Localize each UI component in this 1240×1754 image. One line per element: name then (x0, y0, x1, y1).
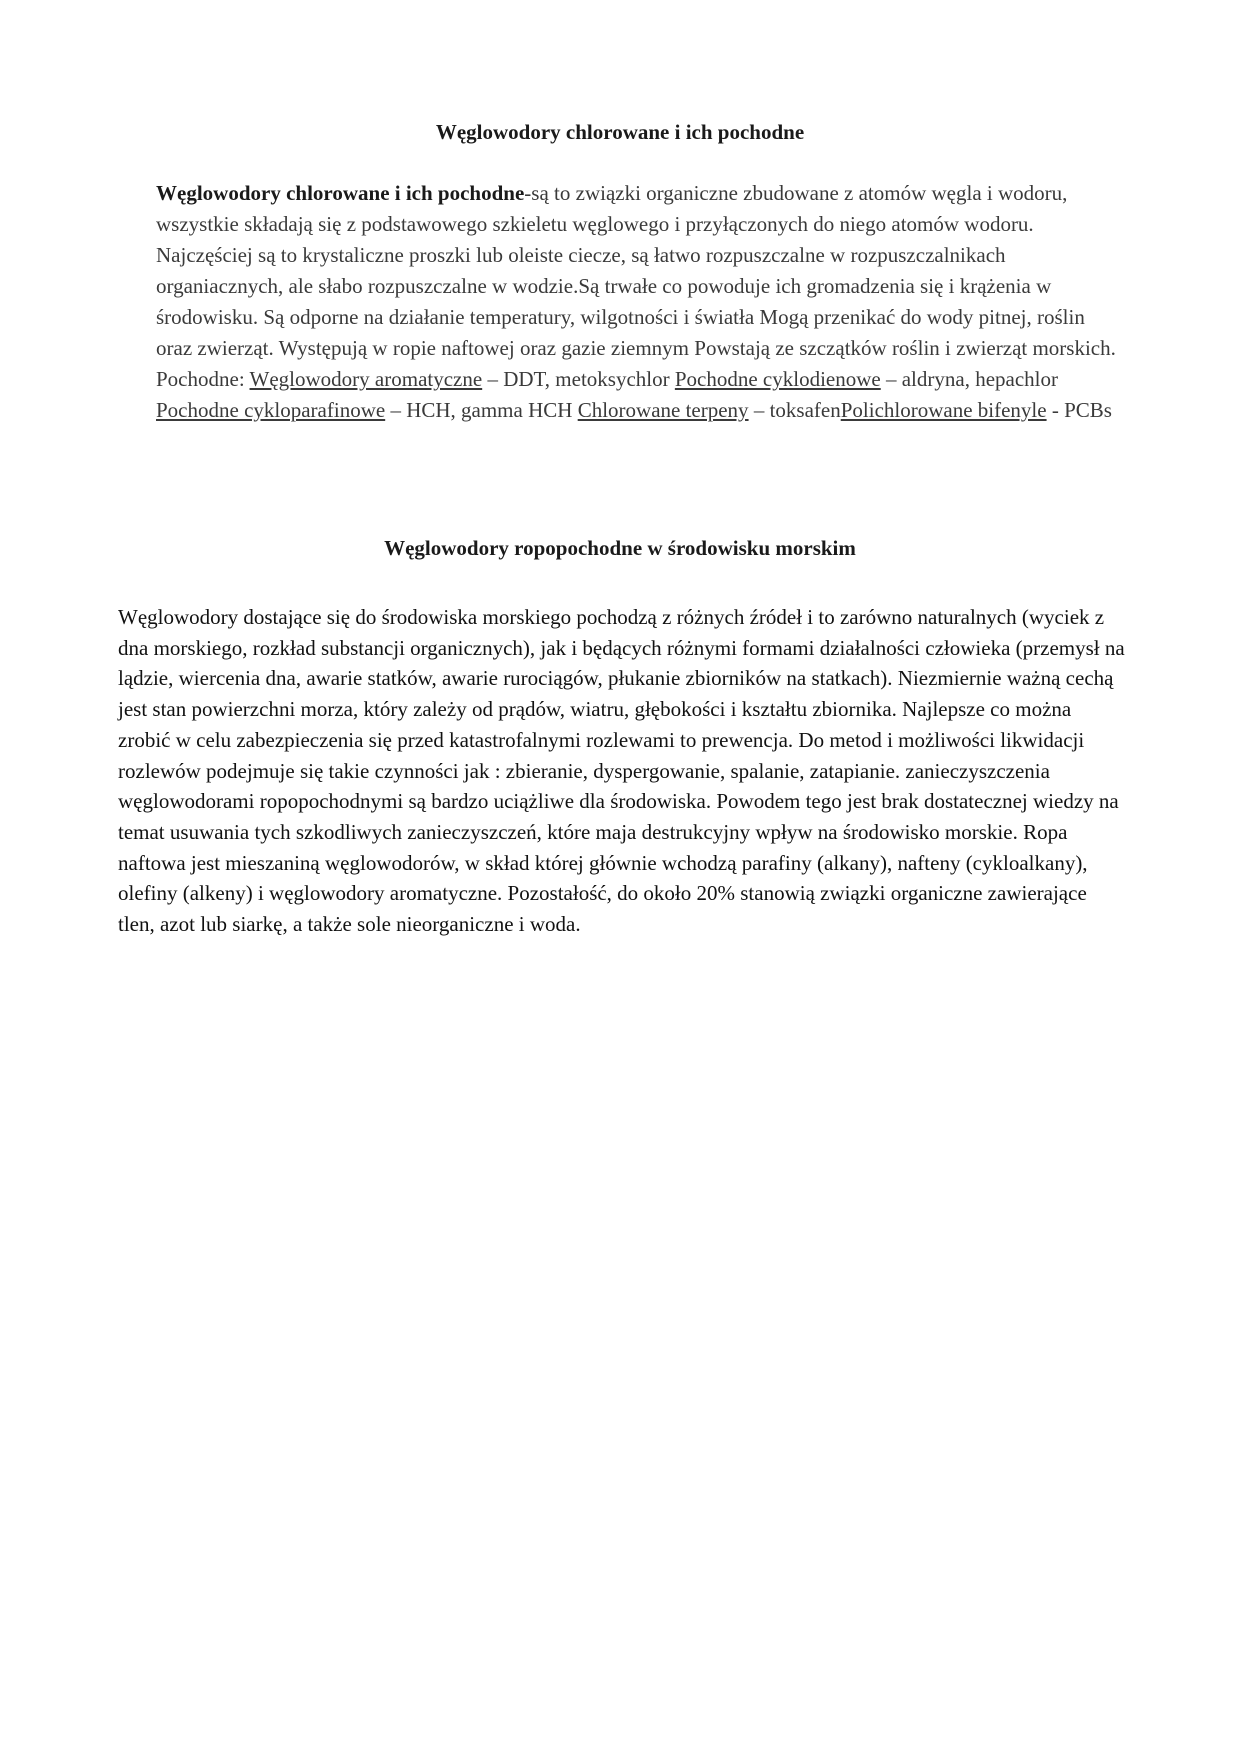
section1-body (156, 178, 1126, 426)
section2-paragraph: Węglowodory dostające się do środowiska morskiego pochodzą z różnych źródeł i to zarówno naturalnych (wyciek z dna morskiego, rozkład substancji organicznych), jak i będących różnymi formami działalności człowieka (przemysł na lądzie, wiercenia dna, awarie statków, awarie rurociągów, płukanie zbiorników na statkach). Niezmiernie ważną cechą jest stan powierzchni morza, który zależy od prądów, wiatru, głębokości i kształtu zbiornika. Najlepsze co można zrobić w celu zabezpieczenia się przed katastrofalnymi rozlewami to prewencja. Do metod i możliwości likwidacji rozlewów podejmuje się takie czynności jak : zbieranie, dyspergowanie, spalanie, zatapianie. zanieczyszczenia węglowodorami ropopochodnymi są bardzo uciążliwe dla środowiska. Powodem tego jest brak dostatecznej wiedzy na temat usuwania tych szkodliwych zanieczyszczeń, które maja destrukcyjny wpływ na środowisko morskie. Ropa naftowa jest mieszaniną węglowodorów, w skład której głównie wchodzą parafiny (alkany), nafteny (cykloalkany), olefiny (alkeny) i węglowodory aromatyczne. Pozostałość, do około 20% stanowią związki organiczne zawierające tlen, azot lub siarkę, a także sole nieorganiczne i woda. (118, 605, 1125, 937)
section1-lead-bold: Węglowodory chlorowane i ich pochodne (156, 181, 525, 205)
link-weglowodory-aromatyczne[interactable]: Węglowodory aromatyczne (249, 367, 483, 391)
link-polichlorowane-bifenyle[interactable]: Polichlorowane bifenyle (840, 398, 1047, 422)
derivatives-text-5: - PCBs (1046, 398, 1112, 422)
derivatives-text-1: – DDT, metoksychlor (482, 367, 675, 391)
link-chlorowane-terpeny[interactable]: Chlorowane terpeny (577, 398, 749, 422)
link-pochodne-cyklodienowe[interactable]: Pochodne cyklodienowe (674, 367, 881, 391)
section1-title: Węglowodory chlorowane i ich pochodne (435, 120, 805, 144)
derivatives-text-2: – aldryna, hepachlor (880, 367, 1058, 391)
link-pochodne-cykloparafinowe[interactable]: Pochodne cykloparafinowe (156, 398, 386, 422)
derivatives-text-4: – toksafen (748, 398, 841, 422)
section1-paragraph (156, 178, 1126, 364)
derivatives-text-3: – HCH, gamma HCH (385, 398, 578, 422)
derivatives-prefix: Pochodne: (156, 367, 250, 391)
derivatives-line (156, 364, 1126, 426)
section2-title: Węglowodory ropopochodne w środowisku morskim (384, 536, 856, 560)
section1-paragraph-text: -są to związki organiczne zbudowane z atomów węgla i wodoru, wszystkie składają się z podstawowego szkieletu węglowego i przyłączonych do niego atomów wodoru. Najczęściej są to krystaliczne proszki lub oleiste ciecze, są łatwo rozpuszczalne w rozpuszczalnikach organiacznych, ale słabo rozpuszczalne w wodzie.Są trwałe co powoduje ich gromadzenia się i krążenia w środowisku. Są odporne na działanie temperatury, wilgotności i światła Mogą przenikać do wody pitnej, roślin oraz zwierząt. Występują w ropie naftowej oraz gazie ziemnym Powstają ze szczątków roślin i zwierząt morskich. (156, 181, 1116, 360)
